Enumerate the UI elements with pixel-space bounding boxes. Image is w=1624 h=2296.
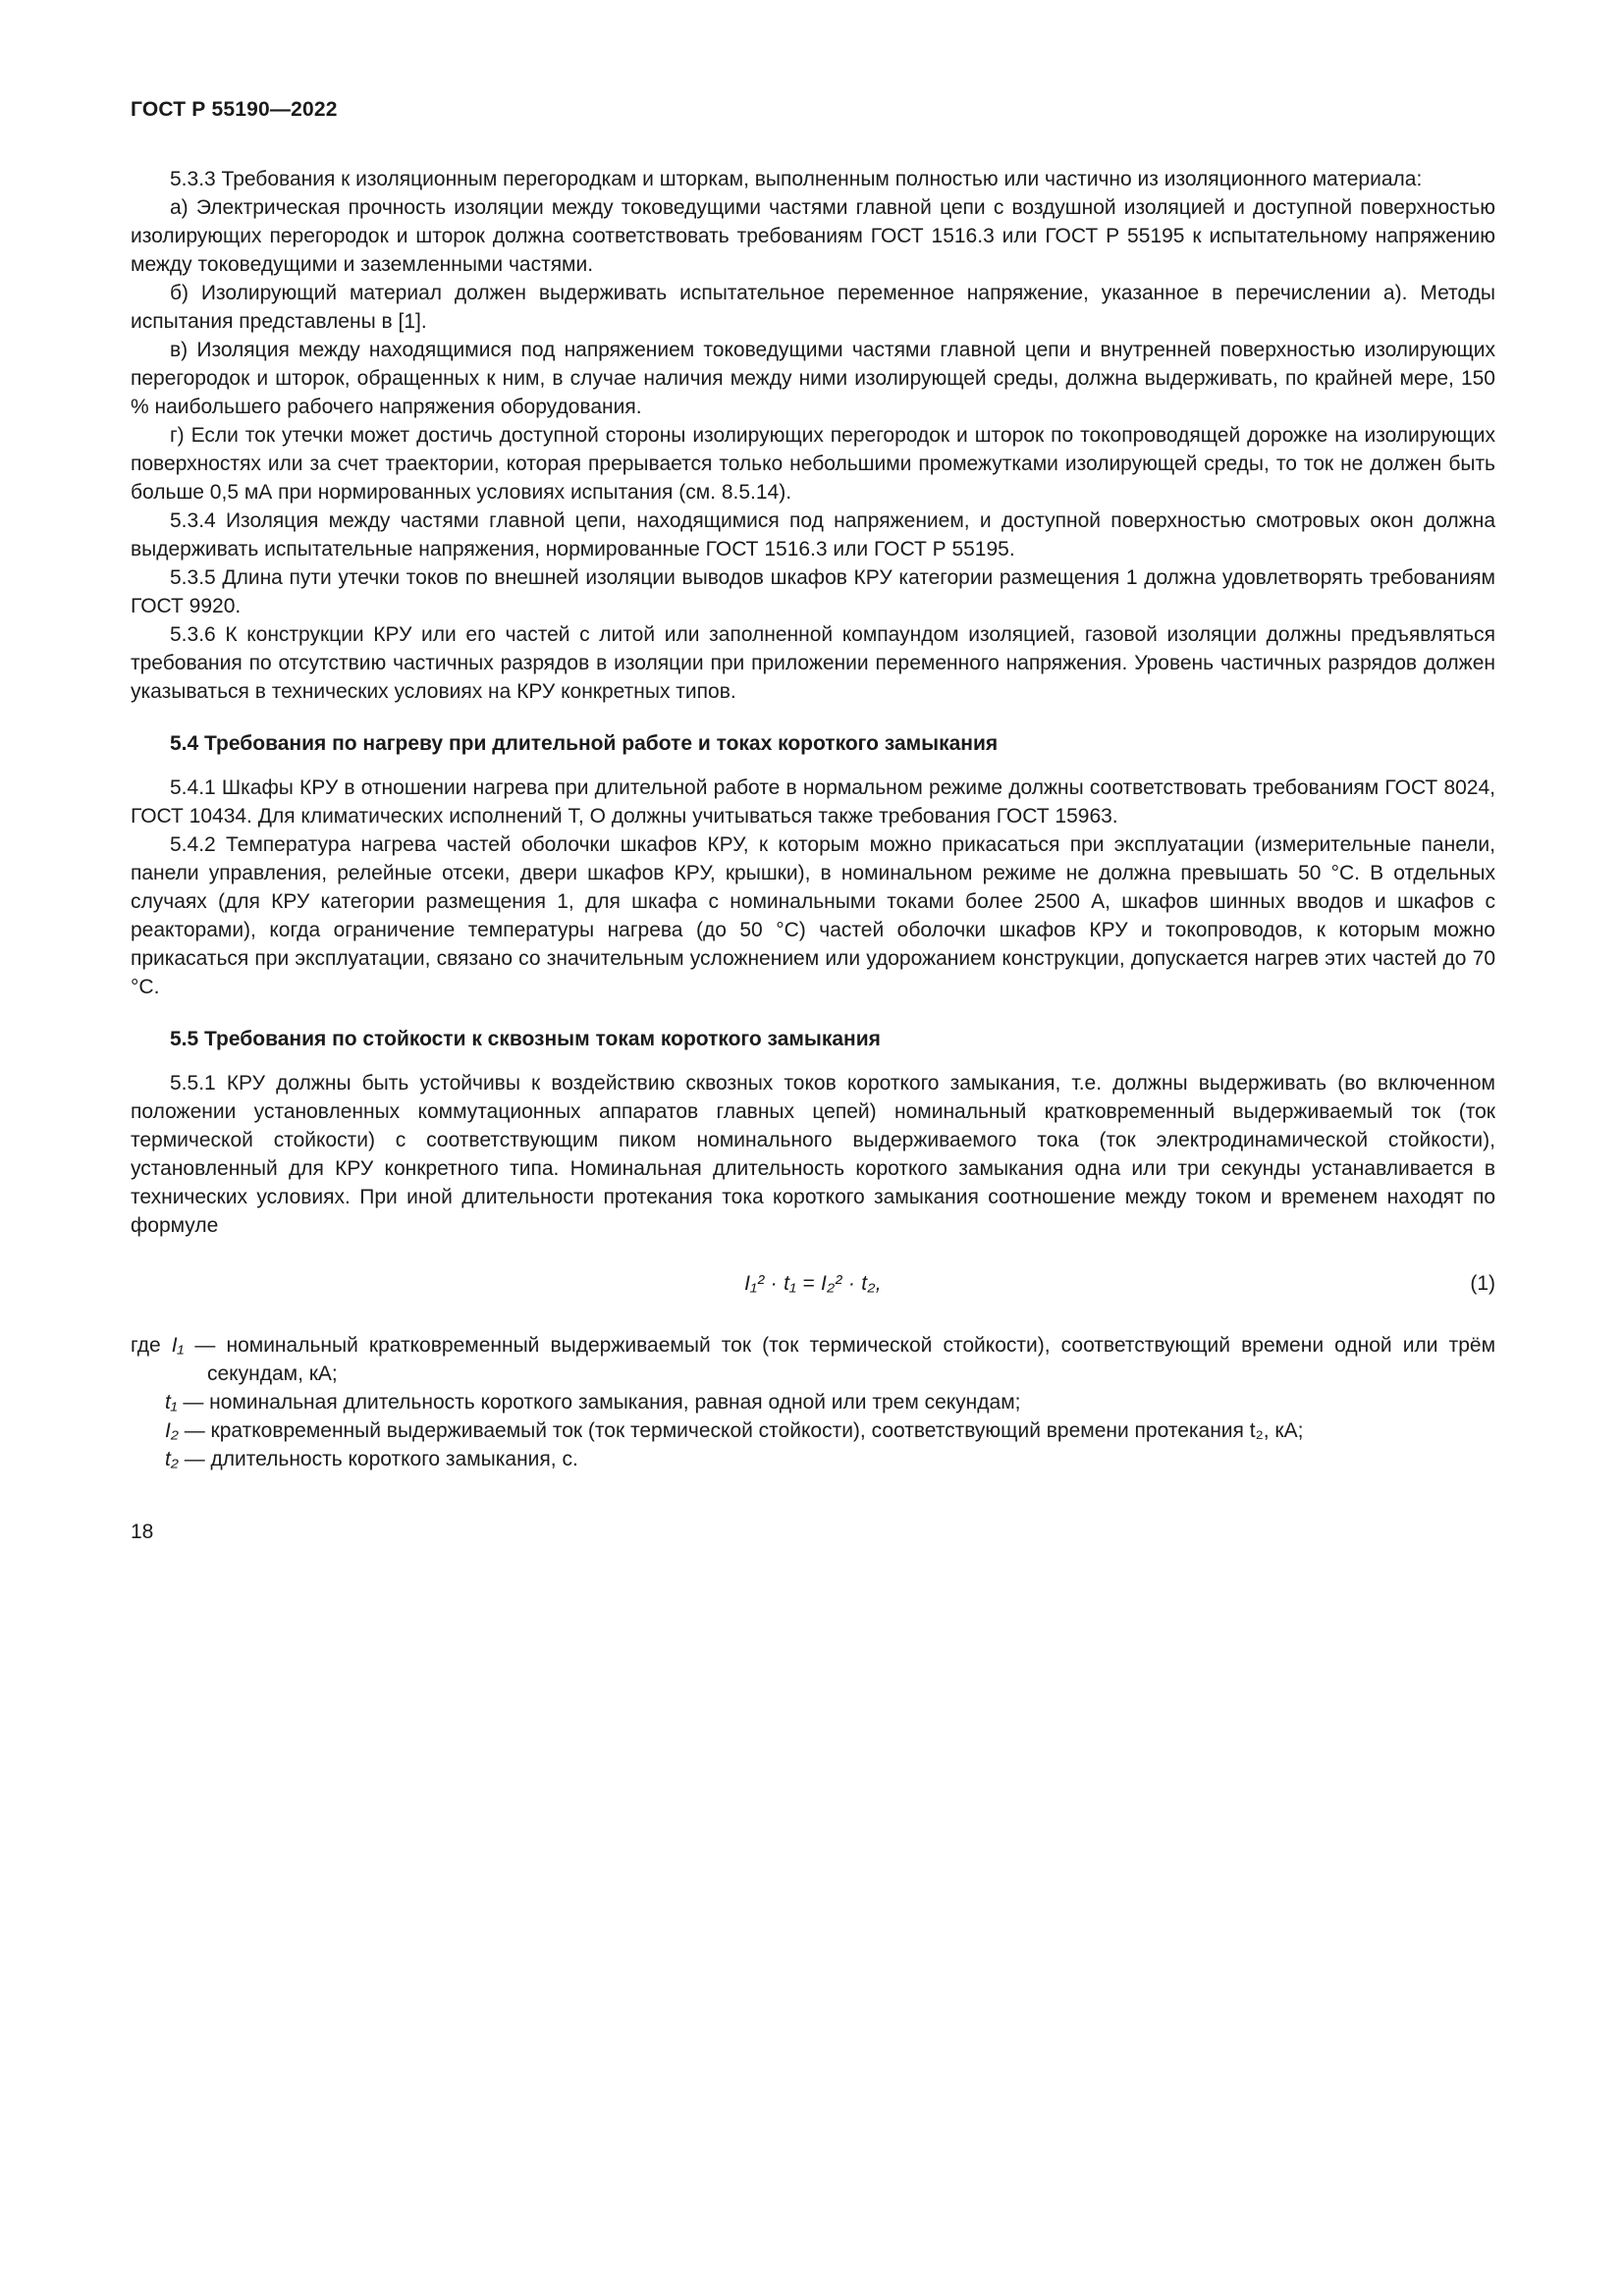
document-title: ГОСТ Р 55190—2022: [131, 98, 338, 121]
where-symbol-t1: t₁: [165, 1391, 178, 1414]
section-heading-5-4: 5.4 Требования по нагреву при длительной работе и токах короткого замыкания: [170, 732, 999, 755]
paragraph-5-3-6: 5.3.6 К конструкции КРУ или его частей с литой или заполненной компаундом изоляцией, газовой изоляции должны предъявляться требования по отсутствию частичных разрядов в изоляции при приложении переменного напряжения. Уровень частичных разрядов должен указываться в технических условиях на КРУ конкретных типов.: [131, 623, 1495, 703]
where-symbol-i2: I₂: [165, 1419, 179, 1442]
document-body: [131, 165, 1495, 1473]
where-text-i2: — кратковременный выдерживаемый ток (ток термической стойкости), соответствующий времени протекания t₂, кА;: [184, 1419, 1304, 1442]
list-item-v: в) Изоляция между находящимися под напряжением токоведущими частями главной цепи и внутренней поверхностью изолирующих перегородок и шторок, обращенных к ним, в случае наличия между ними изолирующей среды, должна выдерживать, по крайней мере, 150 % наибольшего рабочего напряжения оборудования.: [131, 339, 1495, 418]
where-symbol-i1: I₁: [171, 1334, 185, 1357]
formula-expression: I₁² · t₁ = I₂² · t₂,: [744, 1272, 882, 1295]
where-prefix: где: [131, 1334, 161, 1357]
list-item-b: б) Изолирующий материал должен выдерживать испытательное переменное напряжение, указанное в перечислении а). Методы испытания представлены в [1].: [131, 282, 1495, 333]
list-item-a: а) Электрическая прочность изоляции между токоведущими частями главной цепи с воздушной изоляцией и доступной поверхностью изолирующих перегородок и шторок должна соответствовать требованиям ГОСТ 1516.3 или ГОСТ Р 55195 к испытательному напряжению между токоведущими и заземленными частями.: [131, 196, 1495, 276]
where-item-i1: [131, 1331, 1495, 1388]
formula-number: (1): [1470, 1272, 1495, 1295]
page-header: [131, 98, 1495, 122]
where-text-t1: — номинальная длительность короткого замыкания, равная одной или трем секундам;: [183, 1391, 1021, 1414]
paragraph-5-4-1: 5.4.1 Шкафы КРУ в отношении нагрева при длительной работе в нормальном режиме должны соответствовать требованиям ГОСТ 8024, ГОСТ 10434. Для климатических исполнений Т, О должны учитываться также требования ГОСТ 15963.: [131, 776, 1495, 828]
paragraph-5-3-5: 5.3.5 Длина пути утечки токов по внешней изоляции выводов шкафов КРУ категории размещения 1 должна удовлетворять требованиям ГОСТ 9920.: [131, 566, 1495, 617]
where-text-t2: — длительность короткого замыкания, с.: [184, 1448, 578, 1470]
section-heading-5-5: 5.5 Требования по стойкости к сквозным токам короткого замыкания: [170, 1028, 881, 1050]
page-number: 18: [131, 1521, 154, 1543]
paragraph-5-5-1: 5.5.1 КРУ должны быть устойчивы к воздействию сквозных токов короткого замыкания, т.е. должны выдерживать (во включенном положении установленных коммутационных аппаратов главных цепей) номинальный кратковременный выдерживаемый ток (ток термической стойкости) с соответствующим пиком номинального выдерживаемого тока (ток электродинамической стойкости), установленный для КРУ конкретного типа. Номинальная длительность короткого замыкания одна или три секунды устанавливается в технических условиях. При иной длительности протекания тока короткого замыкания соотношение между током и временем находят по формуле: [131, 1072, 1495, 1237]
formula-block: [131, 1269, 1495, 1298]
where-text-i1: — номинальный кратковременный выдерживаемый ток (ток термической стойкости), соответствующий времени одной или трём секундам, кА;: [194, 1334, 1496, 1385]
where-symbol-t2: t₂: [165, 1448, 179, 1470]
page-footer: [131, 1521, 1495, 1544]
paragraph-5-3-4: 5.3.4 Изоляция между частями главной цепи, находящимися под напряжением, и доступной поверхностью смотровых окон должна выдерживать испытательные напряжения, нормированные ГОСТ 1516.3 или ГОСТ Р 55195.: [131, 509, 1495, 561]
where-item-t2: [131, 1445, 1495, 1473]
paragraph-5-4-2: 5.4.2 Температура нагрева частей оболочки шкафов КРУ, к которым можно прикасаться при эксплуатации (измерительные панели, панели управления, релейные отсеки, двери шкафов КРУ, крышки), в номинальном режиме не должна превышать 50 °С. В отдельных случаях (для КРУ категории размещения 1, для шкафа с номинальными токами более 2500 А, шкафов шинных вводов и шкафов с реакторами), когда ограничение температуры нагрева (до 50 °С) частей оболочки шкафов КРУ и токопроводов, к которым можно прикасаться при эксплуатации, связано со значительным усложнением или удорожанием конструкции, допускается нагрев этих частей до 70 °С.: [131, 833, 1495, 998]
paragraph-5-3-3: 5.3.3 Требования к изоляционным перегородкам и шторкам, выполненным полностью или частично из изоляционного материала:: [170, 168, 1423, 190]
formula-where-list: [131, 1331, 1495, 1473]
where-item-t1: [131, 1388, 1495, 1416]
list-item-g: г) Если ток утечки может достичь доступной стороны изолирующих перегородок и шторок по токопроводящей дорожке на изолирующих поверхностях или за счет траектории, которая прерывается только небольшими промежутками изолирующей среды, то ток не должен быть больше 0,5 мА при нормированных условиях испытания (см. 8.5.14).: [131, 424, 1495, 504]
where-item-i2: [131, 1416, 1495, 1445]
